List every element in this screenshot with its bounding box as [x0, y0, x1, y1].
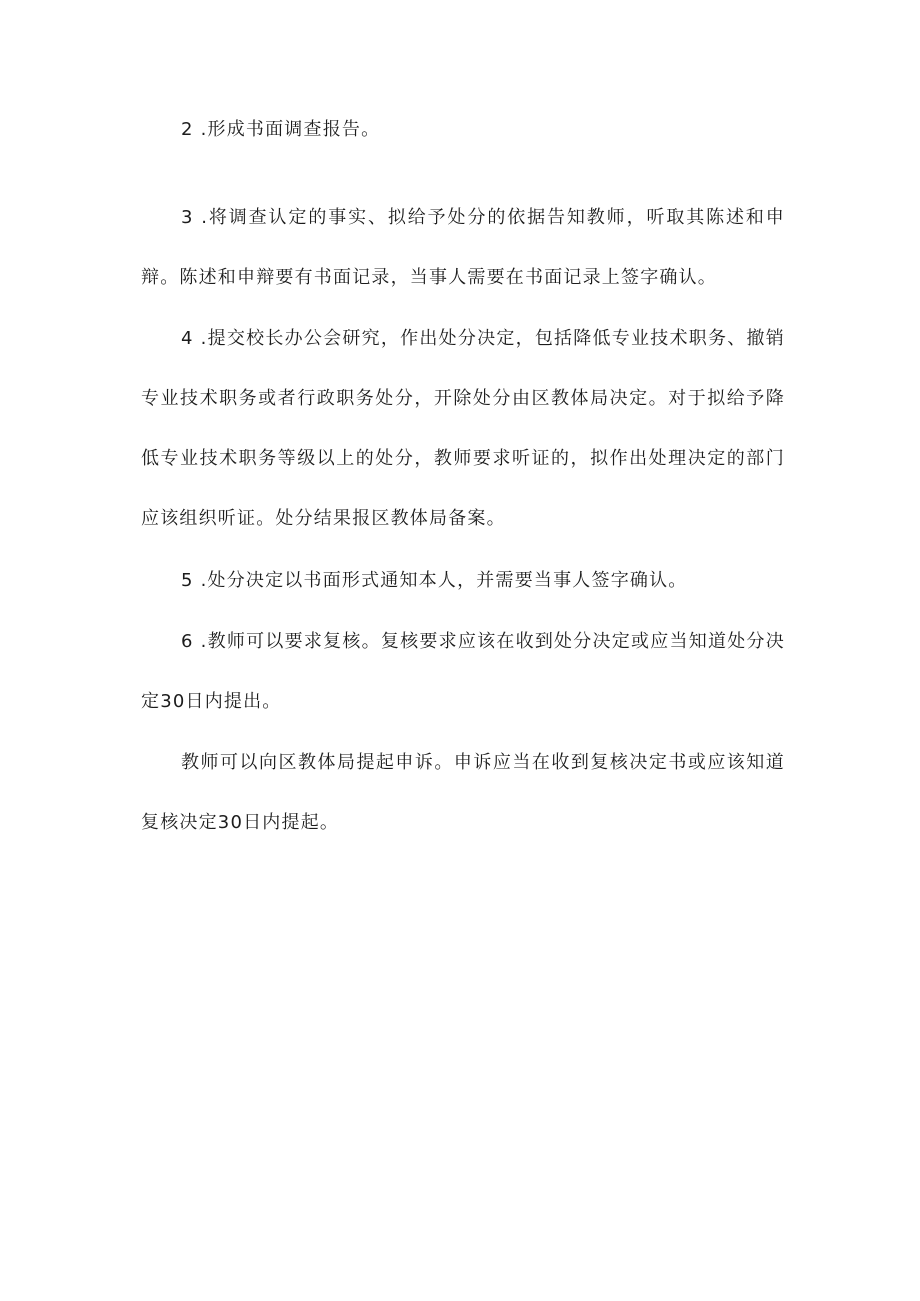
paragraph-step-5: 5 .处分决定以书面形式通知本人，并需要当事人签字确认。	[181, 570, 688, 591]
paragraph-step-3: 3 .将调查认定的事实、拟给予处分的依据告知教师，听取其陈述和申辩。陈述和申辩要有书面记录，当事人需要在书面记录上签字确认。	[141, 207, 785, 288]
paragraph-step-4: 4 .提交校长办公会研究，作出处分决定，包括降低专业技术职务、撤销专业技术职务或者行政职务处分，开除处分由区教体局决定。对于拟给予降低专业技术职务等级以上的处分，教师要求听证的，拟作出处理决定的部门应该组织听证。处分结果报区教体局备案。	[141, 328, 785, 529]
paragraph-step-2: 2 .形成书面调查报告。	[181, 119, 381, 140]
paragraph-step-6: 6 .教师可以要求复核。复核要求应该在收到处分决定或应当知道处分决定30日内提出。	[141, 631, 785, 712]
paragraph-appeal: 教师可以向区教体局提起申诉。申诉应当在收到复核决定书或应该知道复核决定30日内提起。	[141, 752, 785, 833]
